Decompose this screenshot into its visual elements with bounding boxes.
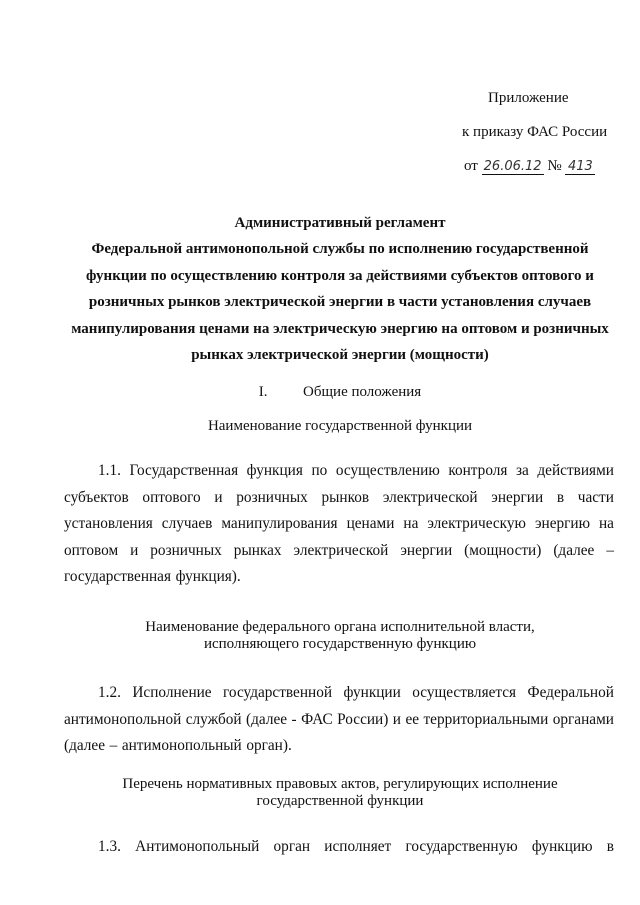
section-title: Общие положения <box>303 384 422 400</box>
subsection-heading-2-line1: Наименование федерального органа исполнительной власти, <box>145 619 535 635</box>
paragraph-line: антимонопольной службой (далее - ФАС России) и ее территориальными органами <box>64 710 614 728</box>
subsection-heading-3-line1: Перечень нормативных правовых актов, регулирующих исполнение <box>122 776 558 792</box>
date-prefix: от <box>464 158 478 174</box>
paragraph-1-3 <box>64 834 614 861</box>
order-reference: к приказу ФАС России <box>462 124 608 140</box>
appendix-label: Приложение <box>488 90 569 106</box>
paragraph-1-1 <box>64 458 614 591</box>
paragraph-line: государственная функция). <box>64 568 241 585</box>
paragraph-line: (далее – антимонопольный орган). <box>64 737 292 754</box>
title-line: рынках электрической энергии (мощности) <box>191 347 489 364</box>
section-number: I. <box>258 384 268 400</box>
order-date-line <box>464 158 595 175</box>
paragraph-line: установления случаев манипулирования ценами на электрическую энергию на <box>64 515 614 532</box>
title-line: манипулирования ценами на электрическую энергию на оптовом и розничных <box>71 320 609 337</box>
paragraph-line: 1.2. Исполнение государственной функции осуществляется Федеральной <box>98 684 614 701</box>
title-line: розничных рынков электрической энергии в части установления случаев <box>88 294 592 311</box>
number-prefix: № <box>547 158 562 174</box>
subsection-heading-2-line2: исполняющего государственную функцию <box>203 636 477 652</box>
title-line: функции по осуществлению контроля за действиями субъектов оптового и <box>86 267 594 284</box>
title-line: Административный регламент <box>234 215 446 231</box>
handwritten-date: 26.06.12 <box>482 159 544 175</box>
subsection-heading-1: Наименование государственной функции <box>207 418 473 434</box>
paragraph-line: субъектов оптового и розничных рынков электрической энергии в части <box>64 488 614 506</box>
document-title <box>40 210 640 368</box>
section-heading <box>40 384 640 401</box>
subsection-heading-3-line2: государственной функции <box>256 793 424 809</box>
paragraph-1-2 <box>64 680 614 760</box>
handwritten-number: 413 <box>565 159 595 175</box>
paragraph-line: 1.3. Антимонопольный орган исполняет государственную функцию в <box>98 838 614 855</box>
title-line: Федеральной антимонопольной службы по исполнению государственной <box>91 241 589 258</box>
paragraph-line: 1.1. Государственная функция по осуществлению контроля за действиями <box>98 462 614 479</box>
paragraph-line: оптовом и розничных рынках электрической энергии (мощности) (далее – <box>64 541 614 559</box>
